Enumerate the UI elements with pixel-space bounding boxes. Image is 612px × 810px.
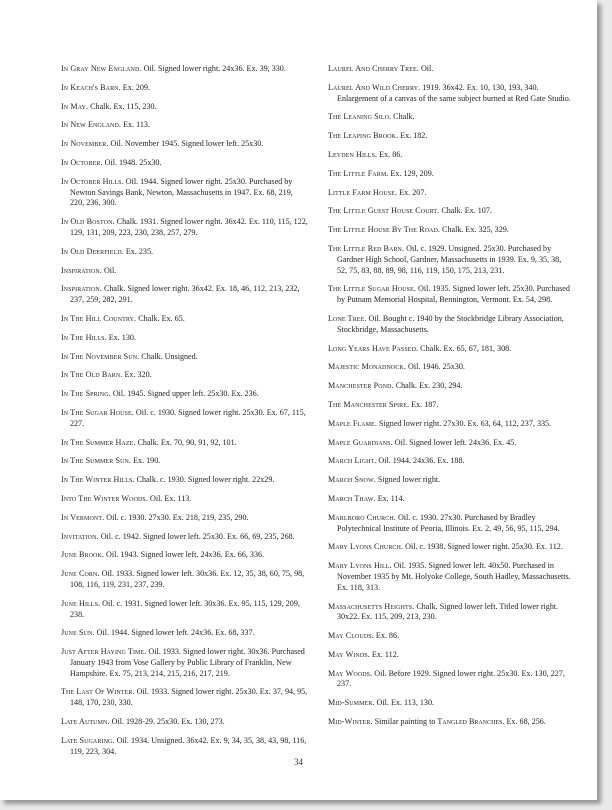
entry-title: In The Hill Country. bbox=[61, 313, 137, 323]
catalog-entry bbox=[61, 217, 308, 239]
catalog-entry bbox=[61, 456, 308, 467]
entry-details: Chalk. Ex. 107. bbox=[439, 206, 492, 216]
entry-title: The Manchester Spire. bbox=[328, 399, 410, 409]
catalog-entry bbox=[61, 120, 308, 131]
entry-title: In Old Boston. bbox=[61, 217, 115, 227]
entry-details: Oil. c. 1930. 27x30. Ex. 218, 219, 235, 290. bbox=[104, 512, 249, 522]
entry-details: Oil. 1933. Signed lower left. 30x36. Ex. 12, 35, 38, 60, 75, 98, 108, 116, 119, 231, 237, 239. bbox=[70, 569, 305, 589]
entry-title: In May. bbox=[61, 101, 89, 111]
entry-details: Chalk. Ex. 65, 67, 181, 308. bbox=[418, 343, 512, 353]
catalog-entry bbox=[61, 599, 308, 621]
entry-details: Oil. Signed lower right. 24x36. Ex. 39, 330. bbox=[141, 64, 286, 73]
catalog-entry bbox=[328, 669, 573, 691]
entry-details: Ex. 129, 209. bbox=[388, 168, 434, 178]
catalog-entry bbox=[61, 370, 308, 381]
catalog-entry bbox=[328, 64, 573, 75]
entry-title: The Little Sugar House. bbox=[328, 284, 416, 294]
entry-details: Oil. 1946. 25x30. bbox=[406, 362, 465, 372]
entry-title: Mary Lyons Hill. bbox=[328, 561, 392, 571]
entry-details: Ex. 113. bbox=[121, 120, 150, 130]
entry-title: The Little Guest House Court. bbox=[328, 206, 440, 216]
catalog-entry bbox=[328, 400, 573, 411]
catalog-entry bbox=[328, 169, 573, 180]
entry-title: March Snow. bbox=[328, 475, 376, 485]
entry-title: Just After Haying Time. bbox=[61, 647, 147, 657]
entry-details: Chalk. Ex. 325, 329. bbox=[440, 225, 509, 235]
catalog-entry bbox=[61, 158, 308, 169]
entry-title: May Clouds. bbox=[328, 631, 374, 641]
entry-title: March Thaw. bbox=[328, 493, 376, 503]
entry-details: Oil. Signed lower left. 24x36. Ex. 45. bbox=[392, 437, 517, 447]
catalog-entry bbox=[61, 717, 308, 728]
catalog-entry bbox=[328, 244, 573, 276]
entry-details: Similar painting to bbox=[372, 717, 438, 727]
right-column bbox=[328, 64, 573, 736]
entry-details: Ex. 130. bbox=[106, 332, 136, 342]
entry-title: Mid-Winter. bbox=[328, 717, 373, 727]
catalog-entry bbox=[328, 225, 573, 236]
entry-title: Leyden Hills. bbox=[328, 149, 378, 159]
entry-title: May Winds. bbox=[328, 649, 370, 659]
entry-details: Signed lower right. bbox=[375, 475, 441, 485]
catalog-entry bbox=[61, 177, 308, 209]
entry-details: Oil. Ex. 113, 130. bbox=[374, 698, 435, 708]
entry-title: June Hills. bbox=[61, 598, 101, 608]
entry-details: Chalk. Ex. 70, 90, 91, 92, 101. bbox=[135, 437, 237, 447]
entry-title: Late Sugaring. bbox=[61, 735, 115, 745]
entry-details: Chalk. bbox=[391, 112, 415, 122]
entry-title: In Gray New England. bbox=[61, 64, 142, 73]
entry-details: Chalk. Ex. 115, 230. bbox=[88, 101, 157, 111]
catalog-entry bbox=[61, 284, 308, 306]
entry-title: Maple Guardians. bbox=[328, 437, 393, 447]
entry-details: Oil. 1928-29. 25x30. Ex. 130, 273. bbox=[109, 717, 225, 727]
catalog-entry bbox=[328, 112, 573, 123]
catalog-entry bbox=[61, 647, 308, 679]
entry-details: Oil. 1935. Signed lower left. 25x30. Purchased by Putnam Memorial Hospital, Bennington, Vermont. Ex. 54, 298. bbox=[337, 284, 570, 305]
entry-details: Chalk. 1931. Signed lower right. 36x42. Ex. 110, 115, 122, 129, 131, 209, 223, 230, 238, 257, 279. bbox=[70, 217, 308, 237]
entry-title: Massachusetts Heights. bbox=[328, 601, 415, 611]
entry-title: Little Farm House. bbox=[328, 187, 398, 197]
catalog-entry bbox=[61, 333, 308, 344]
catalog-entry bbox=[328, 561, 573, 593]
catalog-entry bbox=[328, 188, 573, 199]
catalog-entry bbox=[328, 438, 573, 449]
catalog-entry bbox=[61, 687, 308, 709]
entry-details: 1919. 36x42. Ex. 10, 130, 193, 340. Enlargement of a canvas of the same subject burned at Red Gate Studio. bbox=[337, 82, 571, 103]
catalog-entry bbox=[328, 314, 573, 336]
entry-details: Oil. 1934. Unsigned. 36x42. Ex. 9, 34, 35, 38, 43, 98, 116, 119, 223, 304. bbox=[70, 735, 307, 756]
entry-details: Chalk. Ex. 230, 294. bbox=[393, 381, 463, 391]
entry-title: In The Summer Haze. bbox=[61, 437, 136, 447]
entry-details: Ex. 207. bbox=[397, 187, 427, 197]
entry-details: Chalk. c. 1930. Signed lower right. 22x29. bbox=[134, 475, 275, 485]
catalog-entry bbox=[328, 494, 573, 505]
catalog-entry bbox=[61, 139, 308, 150]
catalog-entry bbox=[328, 131, 573, 142]
entry-details: Oil. Ex. 113. bbox=[148, 493, 192, 503]
entry-title: Inspiration. bbox=[61, 265, 102, 275]
catalog-entry bbox=[61, 736, 308, 758]
catalog-entry bbox=[328, 698, 573, 709]
entry-title: In The Sugar House. bbox=[61, 407, 134, 417]
entry-title: In The Spring. bbox=[61, 389, 111, 399]
catalog-entry bbox=[328, 284, 573, 306]
entry-details: Oil. 1944. Signed lower left. 24x36. Ex. 68, 337. bbox=[94, 628, 255, 638]
catalog-entry bbox=[328, 475, 573, 486]
entry-title: Maple Flame. bbox=[328, 418, 377, 428]
catalog-entry bbox=[61, 83, 308, 94]
entry-title: In Old Deerfield. bbox=[61, 246, 124, 256]
page-number: 34 bbox=[294, 757, 303, 767]
entry-title: Laurel And Wild Cherry. bbox=[328, 82, 421, 92]
entry-title: Invitation. bbox=[61, 531, 99, 541]
entry-details: Chalk. Signed lower left. Titled lower right. 30x22. Ex. 115, 209, 213, 230. bbox=[337, 601, 559, 622]
catalog-entry bbox=[328, 542, 573, 553]
entry-details: Chalk. Ex. 65. bbox=[136, 313, 185, 323]
entry-details: Ex. 320. bbox=[122, 370, 152, 380]
catalog-entry bbox=[328, 419, 573, 430]
entry-title: May Woods. bbox=[328, 668, 373, 678]
entry-title: Marlboro Church. bbox=[328, 512, 396, 522]
entry-details: Chalk. Unsigned. bbox=[139, 351, 198, 361]
entry-title: Majestic Monadnock. bbox=[328, 362, 407, 372]
entry-details: Oil. 1948. 25x30. bbox=[102, 157, 162, 167]
left-column bbox=[61, 64, 308, 765]
catalog-entry bbox=[61, 550, 308, 561]
entry-title: Into The Winter Woods. bbox=[61, 493, 148, 503]
catalog-entry bbox=[61, 628, 308, 639]
catalog-entry bbox=[61, 64, 308, 75]
entry-title: In New England. bbox=[61, 120, 122, 130]
catalog-entry bbox=[328, 602, 573, 624]
entry-details: Oil. c. 1942. Signed lower left. 25x30. Ex. 66, 69, 235, 268. bbox=[98, 531, 295, 541]
entry-title: In The November Sun. bbox=[61, 351, 140, 361]
entry-details: Ex. 114. bbox=[375, 493, 405, 503]
catalog-entry bbox=[61, 494, 308, 505]
entry-title: Manchester Pond. bbox=[328, 381, 394, 391]
entry-title: Inspiration. bbox=[61, 284, 102, 294]
entry-title: In The Winter Hills. bbox=[61, 475, 135, 485]
entry-details: Oil. 1943. Signed lower left. 24x36. Ex. 66, 336. bbox=[104, 550, 265, 560]
entry-details: Oil. 1935. Signed lower left. 40x50. Purchased in November 1935 by Mt. Holyoke College, South Hadley, Massachusetts. Ex. 118, 313. bbox=[337, 561, 571, 592]
entry-title: Laurel And Cherry Tree. bbox=[328, 64, 419, 73]
entry-details: Oil. bbox=[418, 64, 434, 73]
catalog-entry bbox=[328, 717, 573, 728]
catalog-entry bbox=[61, 352, 308, 363]
entry-title: June Brook. bbox=[61, 550, 105, 560]
entry-details: Oil. November 1945. Signed lower left. 25x30. bbox=[108, 139, 264, 149]
catalog-entry bbox=[61, 513, 308, 524]
entry-details: Ex. 86. bbox=[373, 631, 400, 641]
entry-details: Oil. 1944. 24x36. Ex. 188. bbox=[376, 456, 465, 466]
entry-title: In The Hills. bbox=[61, 332, 107, 342]
catalog-entry bbox=[328, 381, 573, 392]
entry-details: Oil. 1933. Signed lower right. 30x36. Purchased January 1943 from Vose Gallery by Public Library of Franklin, New Hampshire. Ex. 75, 213, 214, 215, 216, 217, 219. bbox=[70, 647, 305, 678]
catalog-entry bbox=[61, 569, 308, 591]
catalog-entry bbox=[328, 206, 573, 217]
entry-title: June Sun. bbox=[61, 628, 95, 638]
entry-details: Oil. 1945. Signed upper left. 25x30. Ex. 236. bbox=[110, 389, 259, 399]
catalog-entry bbox=[328, 650, 573, 661]
entry-details: Ex. 182. bbox=[398, 131, 428, 141]
catalog-entry bbox=[61, 266, 308, 277]
entry-details: Ex. 86. bbox=[377, 149, 403, 159]
entry-title: In October Hills. bbox=[61, 176, 124, 186]
entry-title: The Last Of Winter. bbox=[61, 687, 135, 697]
entry-details: Ex. 187. bbox=[409, 399, 439, 409]
entry-details: Oil. c. 1938. Signed lower right. 25x30. Ex. 112. bbox=[403, 542, 563, 552]
entry-details: Chalk. Signed lower right. 36x42. Ex. 18, 46, 112, 213, 232, 237, 259, 282, 291. bbox=[70, 284, 300, 305]
catalog-entry bbox=[61, 532, 308, 543]
catalog-entry bbox=[328, 362, 573, 373]
entry-reference-title: Tangled Branches. bbox=[437, 717, 505, 727]
entry-details: Ex. 112. bbox=[369, 649, 399, 659]
entry-details: Oil. bbox=[101, 265, 117, 275]
entry-title: In The Old Barn. bbox=[61, 370, 123, 380]
entry-details: Ex. 235. bbox=[123, 246, 154, 256]
catalog-entry bbox=[61, 314, 308, 325]
catalog-entry bbox=[328, 456, 573, 467]
entry-title: In Vermont. bbox=[61, 512, 105, 522]
catalog-entry bbox=[61, 408, 308, 430]
entry-title: Long Years Have Passed. bbox=[328, 343, 419, 353]
entry-title: In November. bbox=[61, 139, 109, 149]
entry-details: Ex. 209. bbox=[120, 82, 150, 92]
catalog-entry bbox=[328, 344, 573, 355]
entry-title: In Keach's Barn. bbox=[61, 82, 121, 92]
catalog-entry bbox=[61, 247, 308, 258]
catalog-entry bbox=[61, 389, 308, 400]
entry-title: June Corn. bbox=[61, 569, 100, 579]
entry-title: The Little House By The Road. bbox=[328, 225, 441, 235]
entry-details: Oil. c. 1931. Signed lower left. 30x36. Ex. 95, 115, 129, 209, 238. bbox=[70, 598, 300, 619]
entry-title: Late Autumn. bbox=[61, 717, 110, 727]
entry-title: The Leaning Silo. bbox=[328, 112, 392, 122]
catalog-entry bbox=[61, 438, 308, 449]
entry-details: Oil. c. 1930. Signed lower right. 25x30. Ex. 67, 115, 227. bbox=[70, 407, 306, 428]
entry-title: In The Summer Sun. bbox=[61, 456, 132, 466]
entry-details: Oil. c. 1930. 27x30. Purchased by Bradley Polytechnical Institute of Peoria, Illinois. Ex. 2, 49, 56, 95, 115, 294. bbox=[337, 512, 560, 533]
catalog-entry bbox=[61, 102, 308, 113]
entry-details: Oil. 1944. Signed lower right. 25x30. Purchased by Newton Savings Bank, Newton, Massachusetts in 1947. Ex. 68, 219, 220, 236, 300. bbox=[70, 176, 293, 208]
catalog-entry bbox=[328, 83, 573, 105]
entry-details: Oil. c. 1929. Unsigned. 25x30. Purchased by Gardner High School, Gardner, Massachusetts in 1939. Ex. 9, 35, 38, 52, 75, 83, 88, 89, 98, 116, 119, 150, 175, 213, 231. bbox=[337, 243, 562, 275]
entry-title: The Little Red Barn. bbox=[328, 243, 405, 253]
entry-title: The Leaping Brook. bbox=[328, 131, 399, 141]
entry-details: Oil. 1933. Signed lower right. 25x30. Ex. 37, 94, 95, 148, 170, 230, 330. bbox=[70, 687, 308, 708]
entry-title: Mary Lyons Church. bbox=[328, 542, 404, 552]
entry-details: Signed lower right. 27x30. Ex. 63, 64, 112, 237, 335. bbox=[376, 418, 552, 428]
entry-details-tail: Ex. 68, 256. bbox=[504, 717, 546, 727]
entry-details: Oil. Bought c. 1940 by the Stockbridge Library Association, Stockbridge, Massachusetts. bbox=[337, 313, 564, 334]
entry-details: Oil. Before 1929. Signed lower right. 25x30. Ex. 130, 227, 237. bbox=[337, 668, 565, 689]
entry-title: March Light. bbox=[328, 456, 377, 466]
entry-title: The Little Farm. bbox=[328, 168, 389, 178]
entry-title: Lone Tree. bbox=[328, 313, 367, 323]
catalog-entry bbox=[328, 150, 573, 161]
catalog-entry bbox=[328, 631, 573, 642]
entry-details: Ex. 190. bbox=[131, 456, 161, 466]
entry-title: In October. bbox=[61, 157, 103, 167]
entry-title: Mid-Summer. bbox=[328, 698, 375, 708]
catalog-entry bbox=[61, 475, 308, 486]
catalog-entry bbox=[328, 513, 573, 535]
